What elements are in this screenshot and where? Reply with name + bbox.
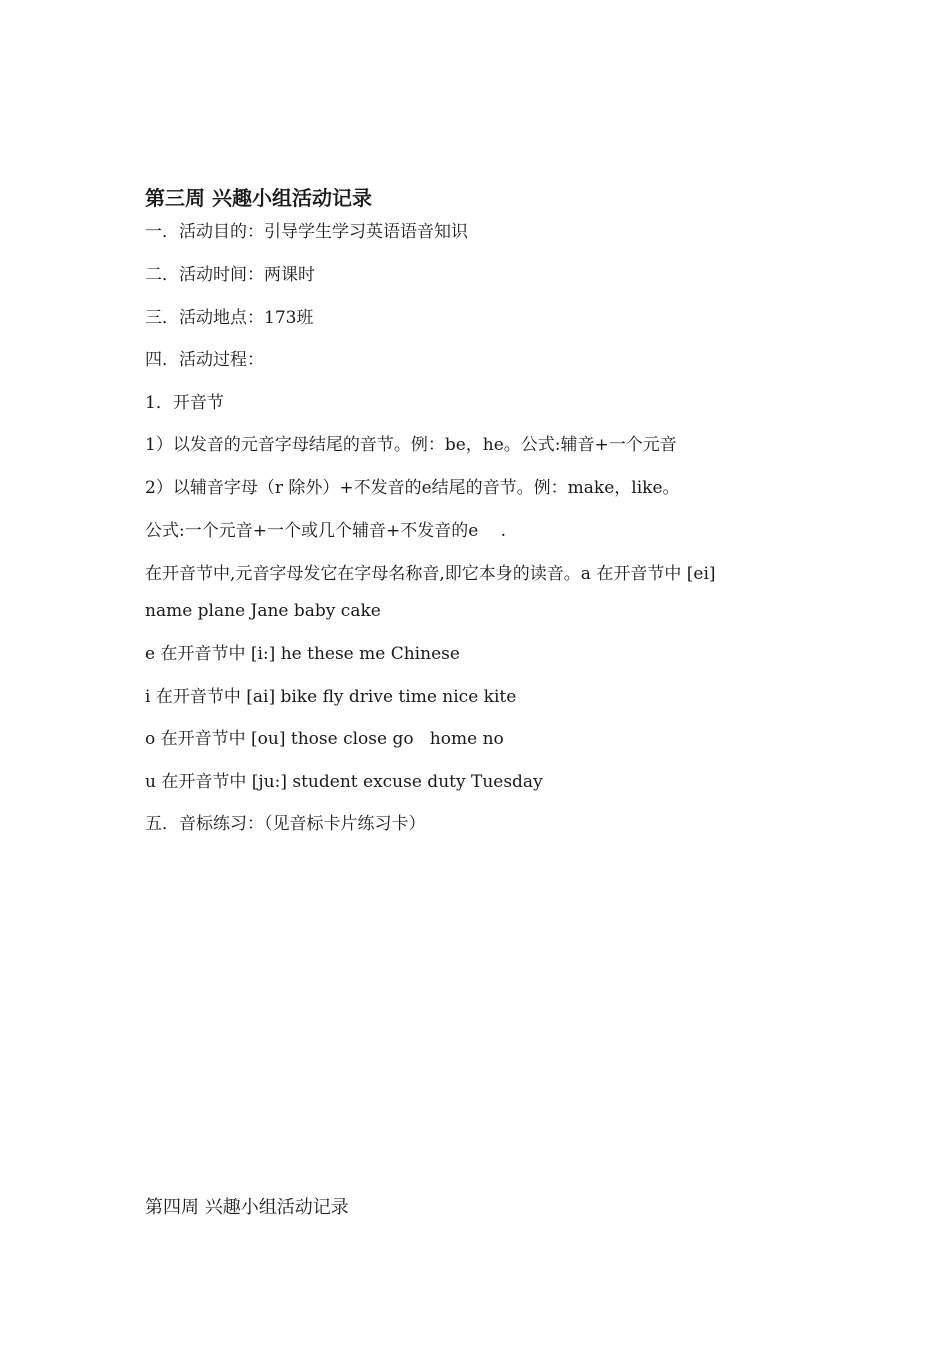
- phonetic-practice: 五．音标练习：（见音标卡片练习卡）: [145, 814, 426, 834]
- e-vowel-line: e 在开音节中 [i:] he these me Chinese: [145, 644, 460, 664]
- rule-one: 1）以发音的元音字母结尾的音节。例：be，he。公式:辅音+一个元音: [145, 435, 677, 455]
- formula-line: 公式:一个元音+一个或几个辅音+不发音的e .: [145, 521, 507, 541]
- u-vowel-line: u 在开音节中 [ju:] student excuse duty Tuesday: [145, 772, 543, 792]
- o-vowel-line: o 在开音节中 [ou] those close go home no: [145, 729, 504, 749]
- week3-title: 第三周 兴趣小组活动记录: [145, 186, 372, 210]
- activity-process: 四．活动过程：: [145, 350, 264, 370]
- a-example-words: name plane Jane baby cake: [145, 601, 381, 621]
- week4-title: 第四周 兴趣小组活动记录: [145, 1197, 349, 1218]
- rule-two: 2）以辅音字母（r 除外）+不发音的e结尾的音节。例：make，like。: [145, 478, 680, 498]
- open-syllable-heading: 1．开音节: [145, 393, 224, 413]
- activity-place: 三．活动地点：173班: [145, 308, 314, 328]
- i-vowel-line: i 在开音节中 [ai] bike fly drive time nice kite: [145, 687, 517, 707]
- activity-purpose: 一．活动目的：引导学生学习英语语音知识: [145, 222, 468, 242]
- activity-time: 二．活动时间：两课时: [145, 265, 315, 285]
- explanation-line: 在开音节中,元音字母发它在字母名称音,即它本身的读音。a 在开音节中 [ei]: [145, 564, 716, 584]
